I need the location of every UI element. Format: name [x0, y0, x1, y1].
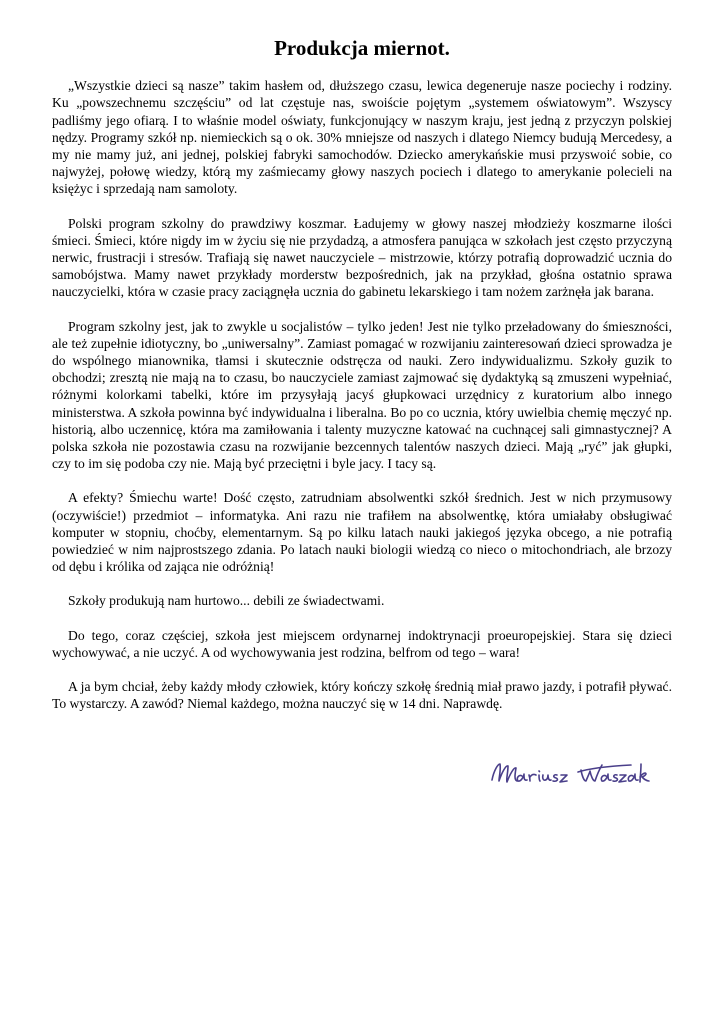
paragraph-7: A ja bym chciał, żeby każdy młody człowiek, który kończy szkołę średnią miał prawo jazdy, i potrafił pływać. To wystarczy. A zawód? Niemal każdego, można nauczyć się w 14 dni. Naprawdę.	[52, 679, 672, 712]
signature-graphic	[486, 750, 656, 800]
document-title: Produkcja miernot.	[274, 36, 450, 60]
document-page	[52, 30, 672, 712]
paragraph-3: Program szkolny jest, jak to zwykle u socjalistów – tylko jeden! Jest nie tylko przeładowany do śmieszności, ale też zupełnie idiotyczny, bo „uniwersalny”. Zamiast pomagać w rozwijaniu zainteresowań dzieci sprowadza je do wspólnego mianownika, tłamsi i skutecznie odstręcza od nauki. Zero indywidualizmu. Szkoły guzik to obchodzi; zresztą nie mają na to czasu, bo nauczyciele zamiast zajmować się dydaktyką są zmuszeni wypełniać, różnymi kolorkami tabelki, które im przysyłają jacyś głupkowaci urzędnicy z kuratorium albo innego ministerstwa. A szkoła powinna być indywidualna i liberalna. Bo po co ucznia, który uwielbia chemię męczyć np. historią, albo uczennicę, która ma zamiłowania i talenty muzyczne katować na cuchnącej sali gimnastycznej? A polska szkoła nie pozostawia czasu na rozwijanie bezcennych talentów naszych dzieci. Mają „ryć” jak głupki, czy to im się podoba czy nie. Mają być przeciętni i byle jacy. I tacy są.	[52, 318, 672, 472]
paragraph-2: Polski program szkolny do prawdziwy koszmar. Ładujemy w głowy naszej młodzieży koszmarne ilości śmieci. Śmieci, które nigdy im w życiu się nie przydadzą, a atmosfera panująca w szkołach jest często przyczyną nerwic, frustracji i stresów. Trafiają się nawet nauczyciele – mistrzowie, którzy potrafią doprowadzić ucznia do samobójstwa. Mamy nawet przykłady morderstw bezpośrednich, jak na przykład, głośna ostatnio sprawa nauczycielki, która w czasie pracy zaciągnęła ucznia do gabinetu lekarskiego i tam nożem zarżnęła jak barana.	[52, 215, 672, 300]
paragraph-6: Do tego, coraz częściej, szkoła jest miejscem ordynarnej indoktrynacji proeuropejskiej. Stara się dzieci wychowywać, a nie uczyć. A od wychowywania jest rodzina, belfrom od tego – wara!	[52, 627, 672, 660]
paragraph-4: A efekty? Śmiechu warte! Dość często, zatrudniam absolwentki szkół średnich. Jest w nich przymusowy (oczywiście!) przedmiot – informatyka. Ani razu nie trafiłem na absolwentkę, która umiałaby obsługiwać komputer w stopniu, choćby, elementarnym. Są po kilku latach nauki jakiegoś języka obcego, a nie potrafią powiedzieć w nim najprostszego zdania. Po latach nauki biologii wiedzą co nieco o mitochondriach, ale brzozy od dębu i królika od zająca nie odróżnią!	[52, 490, 672, 575]
paragraph-1: „Wszystkie dzieci są nasze” takim hasłem od, dłuższego czasu, lewica degeneruje nasze pociechy i rodziny. Ku „powszechnemu szczęściu” od lat częstuje nas, swoiście pojętym „systemem oświatowym”. Wszyscy padliśmy jego ofiarą. I to właśnie model oświaty, funkcjonujący w naszym kraju, jest jedną z przyczyn polskiej nędzy. Programy szkół np. niemieckich są o ok. 30% mniejsze od naszych i dlatego Niemcy budują Mercedesy, a my nie mamy już, ani jednej, polskiej fabryki samochodów. Dziecko amerykańskie musi przyswoić sobie, co najwyżej, połowę wiedzy, którą my zaśmiecamy głowy naszych pociech i dlatego to amerykanie polecieli na księżyc i sprzedają nam samoloty.	[52, 78, 672, 197]
paragraph-5: Szkoły produkują nam hurtowo... debili ze świadectwami.	[68, 593, 385, 609]
handwritten-signature	[486, 750, 656, 800]
